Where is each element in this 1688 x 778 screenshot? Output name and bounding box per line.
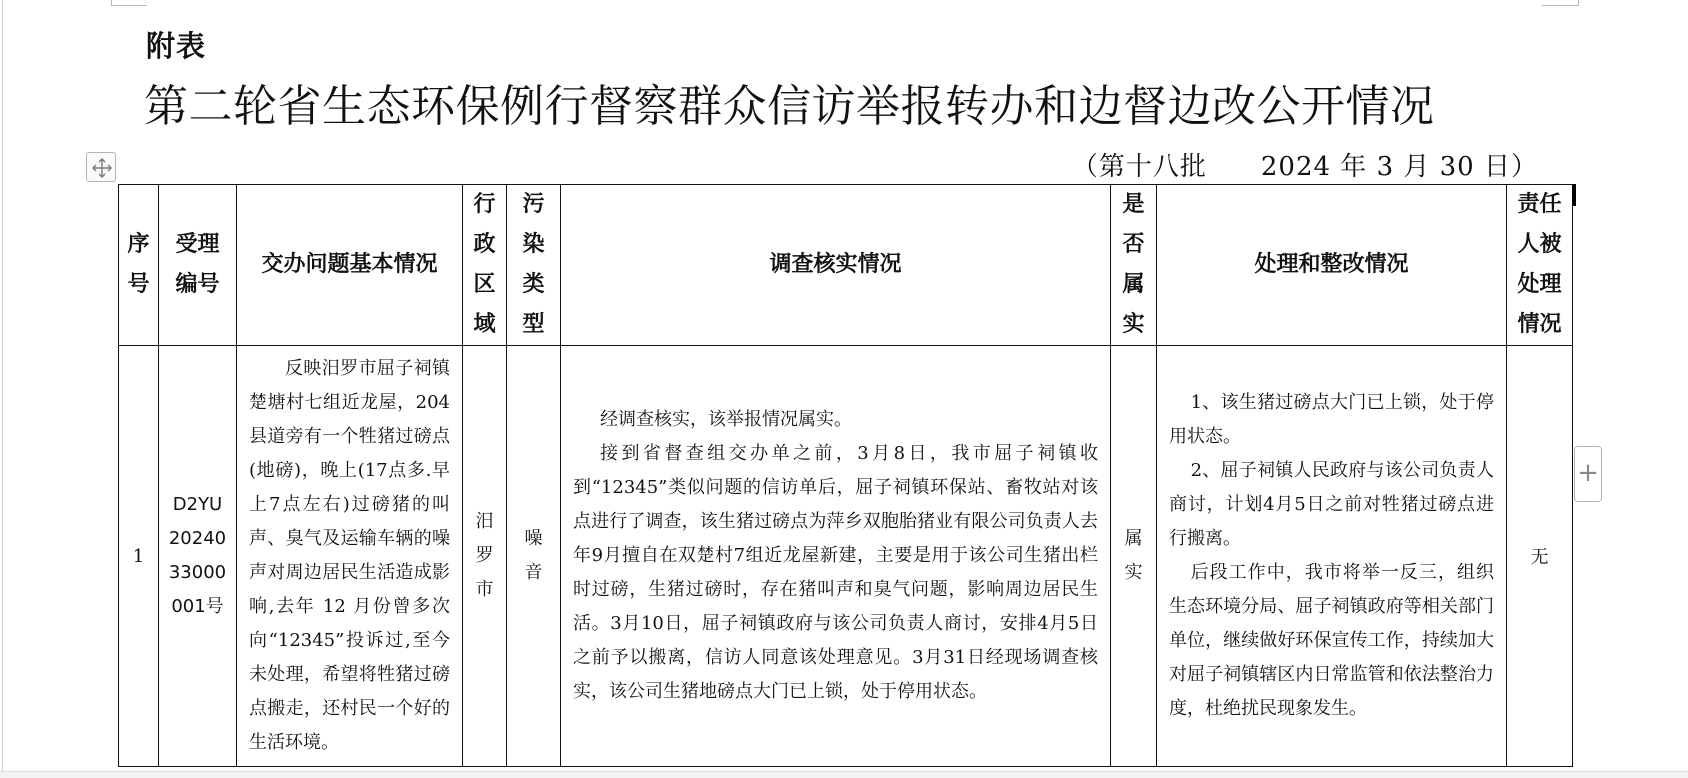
header-type-text: 污染类型 [522,192,545,337]
table-header-row [119,185,1573,346]
header-desc-text: 交办问题基本情况 [261,252,438,277]
header-fact-text: 是否属实 [1122,192,1145,337]
cell-type-text: 噪音 [524,528,543,583]
header-id [159,185,237,346]
cell-invest[interactable] [561,346,1111,767]
cell-type[interactable] [507,346,561,767]
appendix-label: 附表 [146,29,207,63]
header-invest [561,185,1111,346]
header-seq-text: 序号 [127,232,150,297]
crop-mark-top-left-h [111,5,147,6]
header-invest-text: 调查核实情况 [769,252,902,277]
move-arrows-icon [91,157,113,179]
header-fact [1111,185,1157,346]
cell-fact[interactable] [1111,346,1157,767]
cell-region-text: 汨罗市 [475,511,494,600]
report-table [118,184,1573,767]
cell-seq[interactable]: 1 [119,346,159,767]
cell-desc-text: 反映汨罗市屈子祠镇楚塘村七组近龙屋，204县道旁有一个牲猪过磅点(地磅)，晚上(17点多.早上7点左右)过磅猪的叫声、臭气及运输车辆的噪声对周边居民生活造成影响,去年 12 月份曾多次向“12345”投诉过,至今未处理，希望将牲猪过磅点搬走，还村民一个好的生活环境。 [249,358,450,753]
cell-id-text: D2YU2024033000001号 [168,494,227,617]
header-resp [1507,185,1573,346]
header-region [463,185,507,346]
table-container [118,184,1573,767]
header-resp-text: 责任人被处理情况 [1517,192,1562,337]
header-desc [237,185,463,346]
crop-mark-top-right-h [1542,5,1578,6]
page-edge [2,0,3,778]
cell-desc[interactable] [237,346,463,767]
table-end-marker [1572,184,1576,206]
table-move-handle[interactable] [86,152,116,182]
cell-handle-p2: 2、屈子祠镇人民政府与该公司负责人商讨，计划4月5日之前对牲猪过磅点进行搬离。 [1169,460,1494,549]
cell-invest-p2: 接到省督查组交办单之前，3月8日，我市屈子祠镇收到“12345”类似问题的信访单后，屈子祠镇环保站、畜牧站对该点进行了调查，该生猪过磅点为萍乡双胞胎猪业有限公司负责人去年9月擅自在双楚村7组近龙屋新建，主要是用于该公司生猪出栏时过磅，生猪过磅时，存在猪叫声和臭气问题，影响周边居民生活。3月10日，屈子祠镇政府与该公司负责人商讨，安排4月5日之前予以搬离，信访人同意该处理意见。3月31日经现场调查核实，该公司生猪地磅点大门已上锁，处于停用状态。 [573,443,1098,702]
table-row [119,346,1573,767]
header-seq [119,185,159,346]
add-column-button[interactable] [1574,446,1602,502]
cell-fact-text: 属实 [1124,528,1143,583]
document-title: 第二轮省生态环保例行督察群众信访举报转办和边督边改公开情况 [144,81,1435,132]
header-region-text: 行政区域 [473,192,496,337]
cell-handle-p3: 后段工作中，我市将举一反三，组织生态环境分局、屈子祠镇政府等相关部门单位，继续做好环保宣传工作，持续加大对屈子祠镇辖区内日常监管和依法整治力度，杜绝扰民现象发生。 [1169,562,1494,719]
header-id-text: 受理编号 [175,232,220,297]
crop-mark-top-right [1578,0,1579,6]
batch-date: （第十八批 2024 年 3 月 30 日） [1071,152,1538,182]
cell-handle-p1: 1、该生猪过磅点大门已上锁，处于停用状态。 [1169,392,1494,447]
header-type [507,185,561,346]
header-handle-text: 处理和整改情况 [1254,252,1409,277]
page-bottom-gap [0,771,1688,778]
cell-id[interactable] [159,346,237,767]
cell-resp[interactable]: 无 [1507,346,1573,767]
cell-handle[interactable] [1157,346,1507,767]
cell-invest-p1: 经调查核实，该举报情况属实。 [600,409,852,430]
plus-icon: + [1577,458,1599,488]
header-handle [1157,185,1507,346]
cell-region[interactable] [463,346,507,767]
